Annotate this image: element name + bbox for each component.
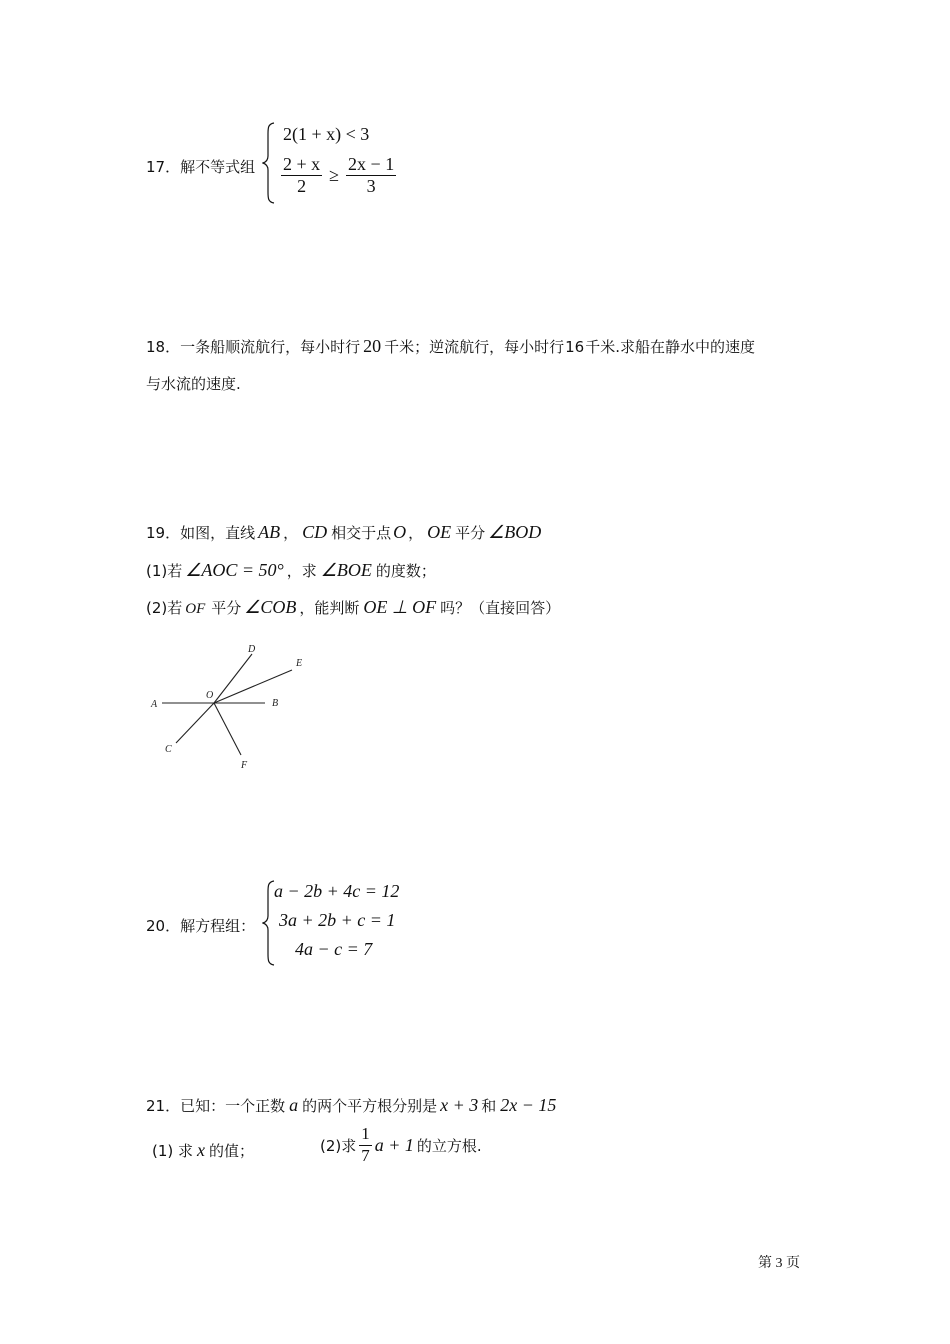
ray-oe [214, 670, 292, 703]
q19-angle-bod: ∠BOD [488, 522, 542, 542]
ray-of [214, 703, 241, 755]
q21-frac-num: 1 [359, 1124, 372, 1146]
q19-point-o: O [393, 522, 407, 542]
q19-line3 [146, 597, 560, 618]
q18-number-16: 16 [565, 338, 585, 356]
q19-part2-label: (2)若 [146, 599, 183, 617]
q19-angle-cob: ∠COB [244, 597, 297, 617]
q17-frac-right [346, 154, 396, 196]
q21-part1-label: (1) 求 [152, 1142, 194, 1160]
q18-text-c: 千米.求船在静水中的速度 [585, 338, 755, 356]
q19-part2-text-c: ，能判断 [299, 599, 360, 617]
ray-oc [176, 703, 214, 743]
q21-frac-one-seventh [359, 1124, 372, 1166]
label-f: F [241, 760, 248, 771]
q18-text-a: 18．一条船顺流航行，每小时行 [146, 338, 361, 356]
q21-var-x: x [197, 1140, 206, 1160]
label-o: O [206, 690, 214, 701]
label-a: A [151, 699, 158, 710]
q19-part1-label: (1)若 [146, 562, 183, 580]
q21-part1-text-b: 的值； [209, 1142, 255, 1160]
q18-text-b: 千米；逆流航行，每小时行 [384, 338, 565, 356]
q21-expr-2x-minus-15: 2x − 15 [500, 1095, 557, 1115]
q17-relation: ≥ [329, 164, 340, 185]
q20-row2: 3a + 2b + c = 1 [279, 910, 396, 930]
q19-text-a: 19．如图，直线 [146, 524, 256, 542]
q19-part1-text-c: 的度数； [375, 562, 436, 580]
q19-angle-aoc: ∠AOC = 50° [185, 560, 284, 580]
q21-text-a: 21．已知：一个正数 [146, 1097, 286, 1115]
q21-part2-text-b: 的立方根. [416, 1136, 482, 1155]
q18-line1 [146, 336, 755, 357]
q21-part1 [152, 1140, 254, 1161]
ray-od [214, 654, 252, 703]
q19-part1-text-b: ，求 [286, 562, 317, 580]
q19-figure [140, 636, 320, 776]
q19-part2-text-b: 平分 [211, 599, 242, 617]
q21-text-b: 的两个平方根分别是 [302, 1097, 438, 1115]
label-b: B [272, 698, 279, 709]
q19-sep: ， [283, 524, 299, 542]
q17-frac-left [281, 154, 322, 196]
q20-label: 20．解方程组： [146, 917, 256, 935]
q19-line-ab: AB [258, 522, 281, 542]
q21-frac-den: 7 [361, 1146, 370, 1165]
q18-number-20: 20 [363, 336, 382, 356]
label-d: D [248, 644, 256, 655]
q19-part2-text-d: 吗？（直接回答） [440, 599, 561, 617]
q19-line-cd: CD [302, 522, 328, 542]
q17-frac-left-den: 2 [297, 176, 307, 196]
q21-expr-a-plus-1: a + 1 [374, 1134, 414, 1155]
q20-row3: 4a − c = 7 [295, 939, 373, 959]
q19-text-c: 平分 [455, 524, 486, 542]
q19-sep2: ， [408, 524, 424, 542]
q17-frac-left-num: 2 + x [283, 154, 321, 174]
q21-var-a: a [289, 1095, 299, 1115]
q19-ray-of: OF [185, 601, 206, 617]
q19-text-b: 相交于点 [331, 524, 392, 542]
q21-part2 [320, 1124, 482, 1166]
label-c: C [165, 744, 172, 755]
q21-line1 [146, 1095, 556, 1116]
q17-row2 [278, 154, 399, 196]
q19-perp-expr: OE ⊥ OF [363, 597, 437, 617]
q17-row1: 2(1 + x) < 3 [283, 124, 370, 144]
q19-ray-oe: OE [427, 522, 452, 542]
q19-line2 [146, 560, 436, 581]
q20-row1: a − 2b + 4c = 12 [274, 881, 400, 901]
q19-angle-boe: ∠BOE [320, 560, 372, 580]
q17-frac-right-num: 2x − 1 [348, 154, 395, 174]
q17-frac-right-den: 3 [366, 176, 376, 196]
label-e: E [296, 658, 303, 669]
q19-line1 [146, 522, 541, 543]
q17-brace [262, 122, 276, 204]
q17-label: 17．解不等式组 [146, 158, 256, 176]
q21-expr-x-plus-3: x + 3 [440, 1095, 479, 1115]
q21-part2-label: (2)求 [320, 1136, 357, 1155]
q18-line2: 与水流的速度. [146, 375, 241, 393]
q21-text-c: 和 [481, 1097, 497, 1115]
page-number: 第 3 页 [758, 1256, 800, 1271]
